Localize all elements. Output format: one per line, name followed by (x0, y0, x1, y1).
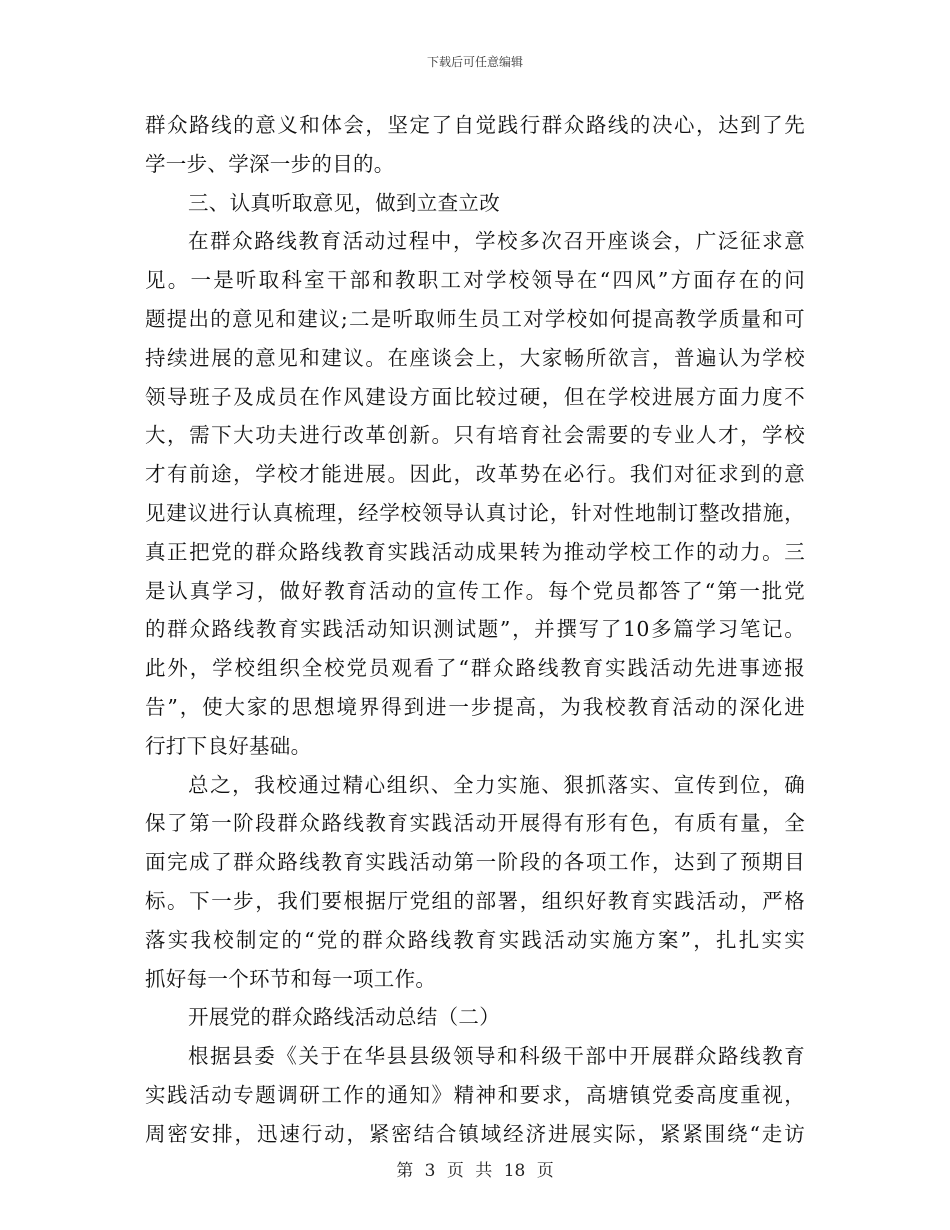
text-line: 根据县委《关于在华县县级领导和科级干部中开展群众路线教育 (188, 1044, 805, 1069)
text-line: 开展党的群众路线活动总结（二） (188, 1005, 500, 1030)
page-header: 下载后可任意编辑 (426, 55, 523, 69)
text-line: 见。一是听取科室干部和教职工对学校领导在“四风”方面存在的问 (145, 268, 805, 293)
text-line: 在群众路线教育活动过程中，学校多次召开座谈会，广泛征求意 (188, 229, 805, 254)
text-line: 题提出的意见和建议;二是听取师生员工对学校如何提高教学质量和可 (145, 306, 805, 331)
text-line: 保了第一阶段群众路线教育实践活动开展得有形有色，有质有量，全 (145, 811, 805, 836)
text-line: 领导班子及成员在作风建设方面比较过硬，但在学校进展方面力度不 (145, 384, 805, 409)
text-line: 抓好每一个环节和每一项工作。 (145, 966, 437, 991)
page-footer: 第 3 页 共 18 页 (396, 1161, 554, 1181)
text-line: 见建议进行认真梳理，经学校领导认真讨论，针对性地制订整改措施， (145, 500, 805, 525)
text-line: 实践活动专题调研工作的通知》精神和要求，高塘镇党委高度重视， (145, 1082, 805, 1107)
text-line: 学一步、学深一步的目的。 (145, 151, 395, 176)
text-line: 持续进展的意见和建议。在座谈会上，大家畅所欲言，普遍认为学校 (145, 345, 805, 370)
text-line: 面完成了群众路线教育实践活动第一阶段的各项工作，达到了预期目 (145, 850, 805, 875)
text-line: 告”，使大家的思想境界得到进一步提高，为我校教育活动的深化进 (145, 694, 805, 719)
text-line: 落实我校制定的“党的群众路线教育实践活动实施方案”，扎扎实实 (145, 927, 805, 952)
text-line: 三、认真听取意见，做到立查立改 (188, 190, 500, 215)
text-line: 是认真学习，做好教育活动的宣传工作。每个党员都答了“第一批党 (145, 578, 805, 603)
text-line: 才有前途，学校才能进展。因此，改革势在必行。我们对征求到的意 (145, 462, 805, 487)
text-line: 行打下良好基础。 (145, 733, 312, 758)
text-line: 此外，学校组织全校党员观看了“群众路线教育实践活动先进事迹报 (145, 656, 805, 681)
text-line: 标。下一步，我们要根据厅党组的部署，组织好教育实践活动，严格 (145, 888, 805, 913)
text-line: 群众路线的意义和体会，坚定了自觉践行群众路线的决心，达到了先 (145, 113, 805, 137)
text-line: 总之，我校通过精心组织、全力实施、狠抓落实、宣传到位，确 (188, 772, 805, 797)
text-line: 真正把党的群众路线教育实践活动成果转为推动学校工作的动力。三 (145, 539, 805, 564)
text-line: 周密安排，迅速行动，紧密结合镇域经济进展实际，紧紧围绕“走访 (145, 1121, 805, 1146)
text-line: 的群众路线教育实践活动知识测试题”，并撰写了10多篇学习笔记。 (145, 617, 805, 642)
text-line: 大，需下大功夫进行改革创新。只有培育社会需要的专业人才，学校 (145, 423, 805, 448)
document-body (145, 106, 805, 1154)
